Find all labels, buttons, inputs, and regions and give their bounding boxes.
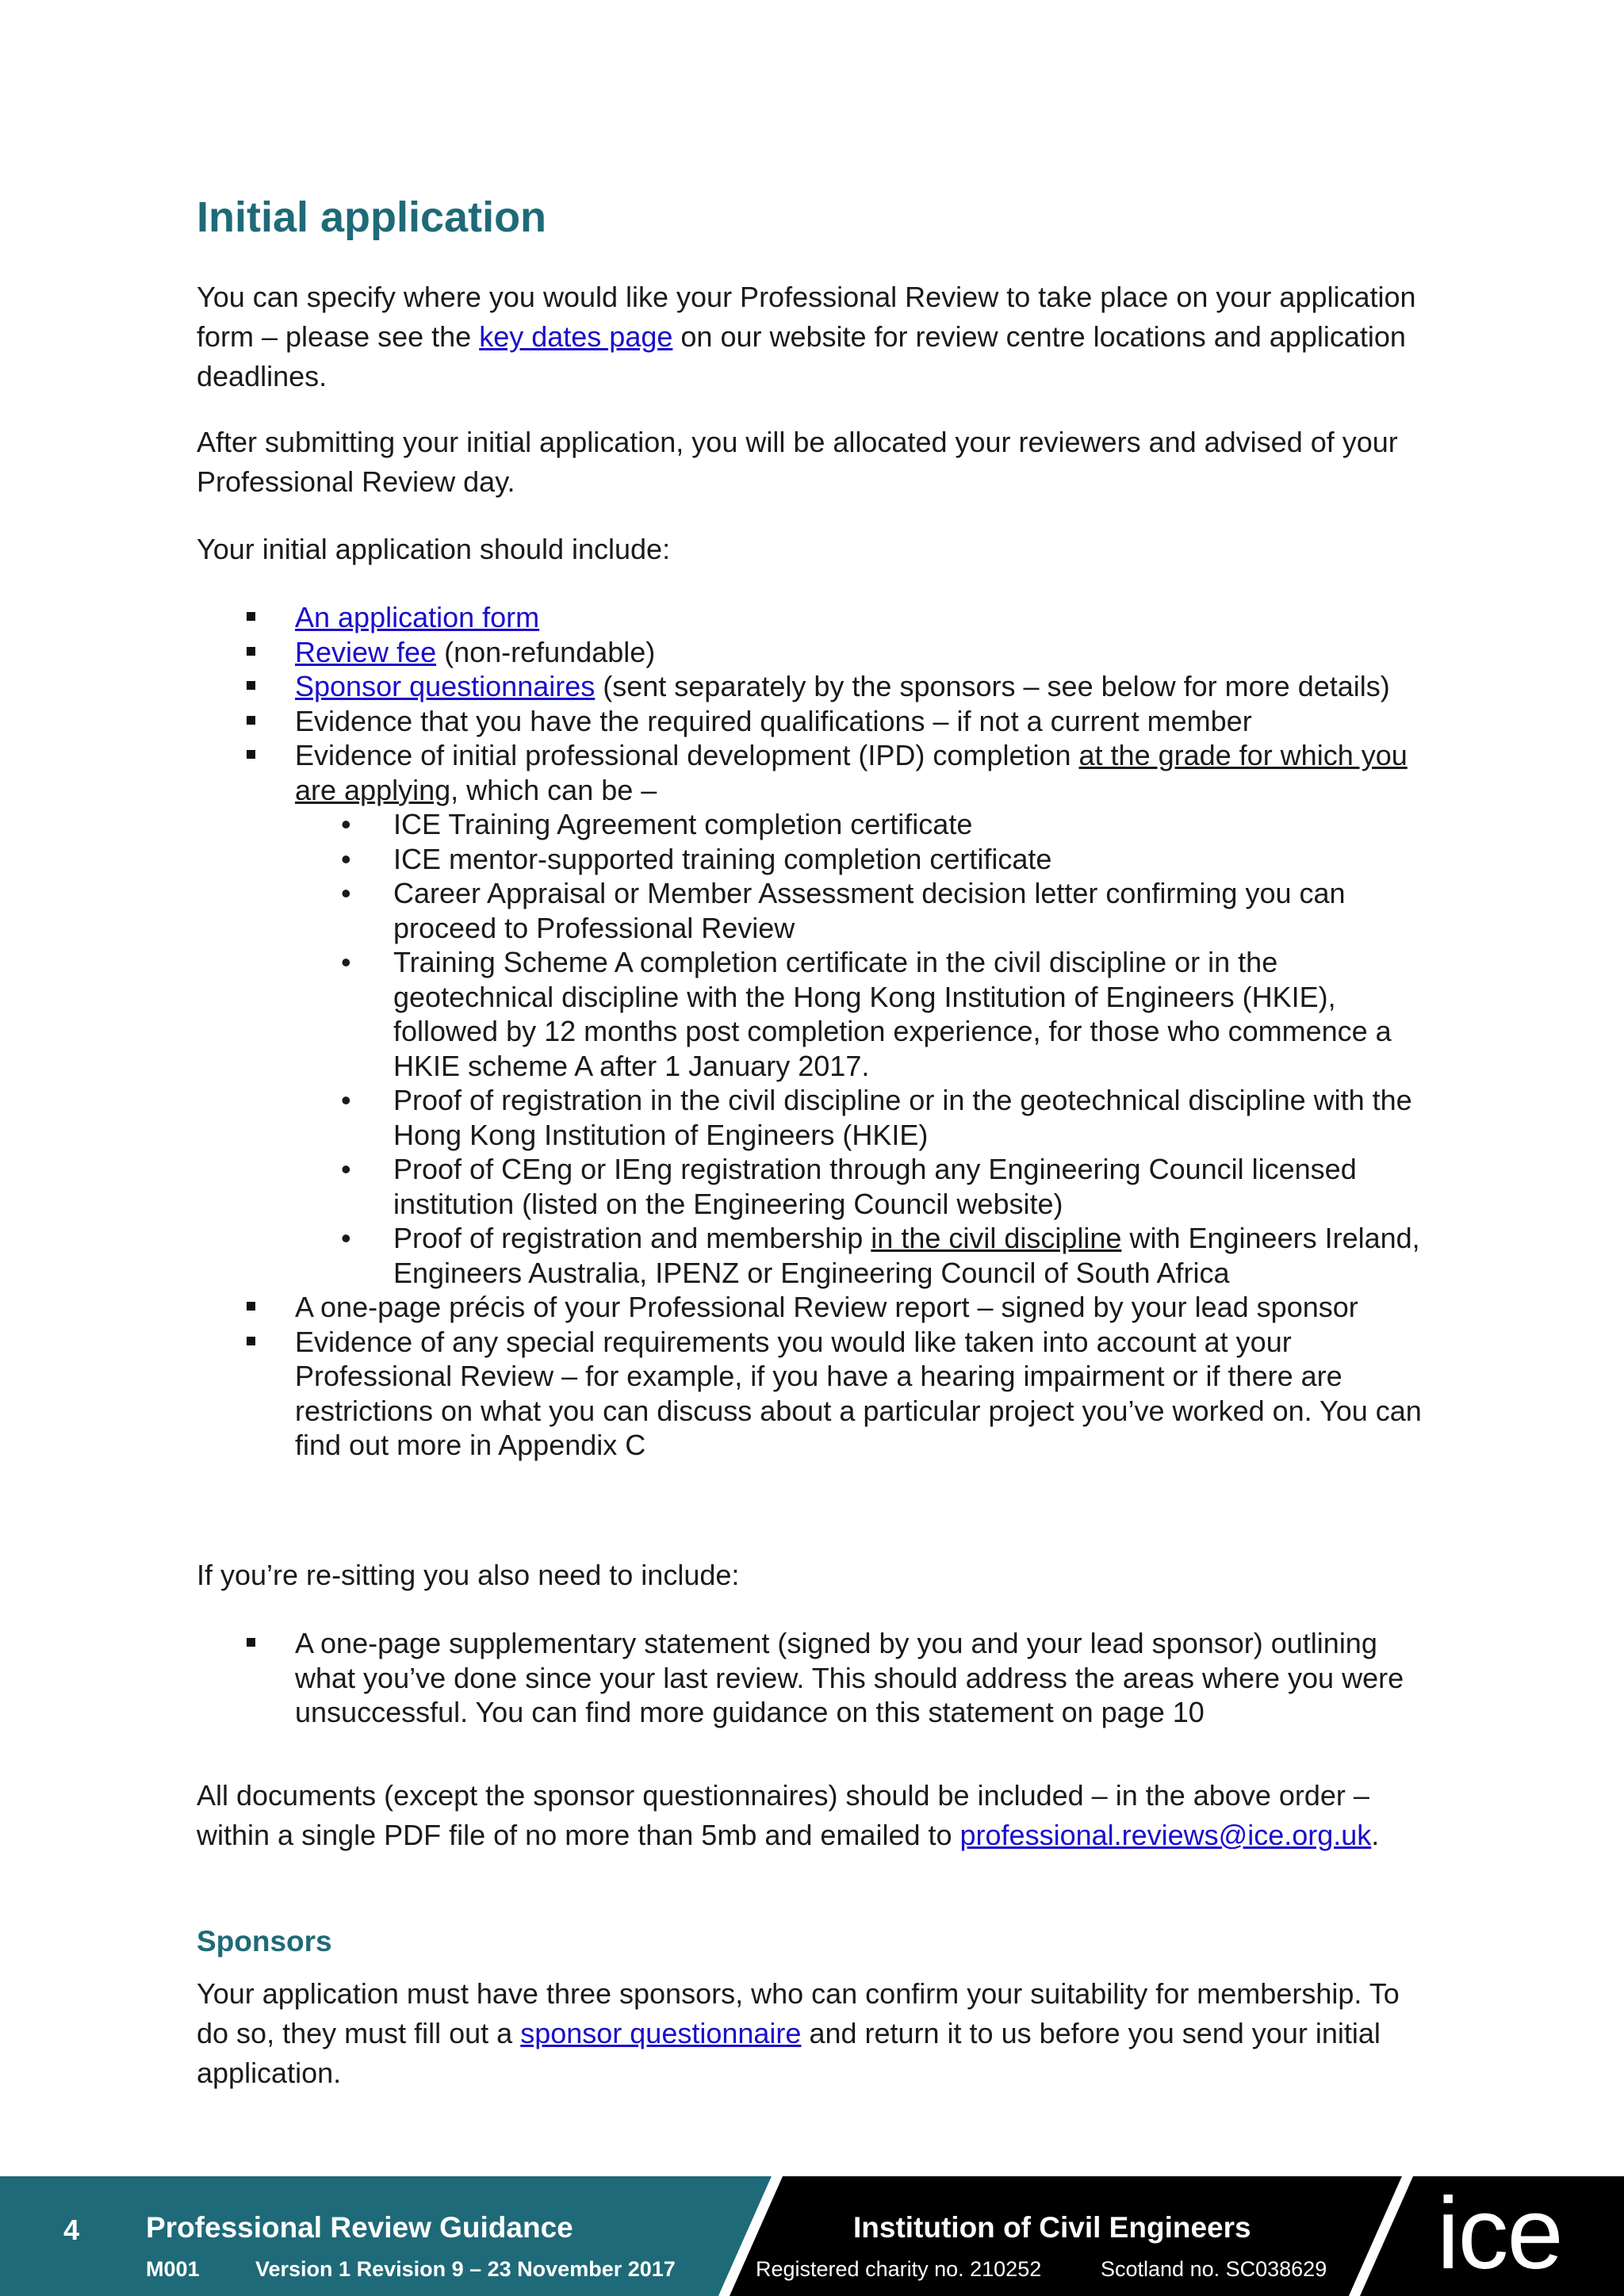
list-item [197, 635, 1434, 670]
sub-list-item [197, 876, 1434, 945]
list-item [197, 704, 1434, 739]
ipd-evidence-list [197, 807, 1434, 1290]
bullet-dot-icon: • [341, 1084, 351, 1116]
email-link[interactable]: professional.reviews@ice.org.uk [959, 1819, 1372, 1851]
bullet-square-icon [247, 1337, 255, 1345]
list-item [197, 1325, 1434, 1463]
bullet-square-icon [247, 1302, 255, 1311]
bullet-square-icon [247, 716, 255, 725]
special-requirements-text: Evidence of any special requirements you would like taken into account at your Professional Review – for example, if you have a hearing impairment or if there are restrictions on what you can discuss about a particular project you’ve worked on. You can find out more in Appendix C [295, 1325, 1422, 1461]
list-item [197, 1626, 1434, 1730]
sub-list-item [197, 842, 1434, 877]
sub-list-item [197, 807, 1434, 842]
sponsor-questionnaires-note: (sent separately by the sponsors – see below for more details) [595, 670, 1390, 702]
footer-version: Version 1 Revision 9 – 23 November 2017 [255, 2257, 676, 2281]
ipd-text: Evidence of initial professional development (IPD) completion [295, 739, 1079, 771]
page-footer [0, 2176, 1624, 2296]
sub-item-text: Career Appraisal or Member Assessment decision letter confirming you can proceed to Professional Review [393, 877, 1346, 944]
list-item [197, 1290, 1434, 1325]
bullet-square-icon [247, 681, 255, 690]
review-fee-link[interactable]: Review fee [295, 635, 437, 668]
list-item [197, 669, 1434, 704]
bullet-square-icon [247, 750, 255, 759]
bullet-dot-icon: • [341, 808, 351, 840]
bullet-dot-icon: • [341, 842, 351, 875]
requirements-list [197, 600, 1434, 1463]
footer-scotland-number: Scotland no. SC038629 [1101, 2257, 1327, 2281]
allocation-paragraph: After submitting your initial application, you will be allocated your reviewers and advised of your Professional Review day. [197, 426, 1398, 498]
bullet-dot-icon: • [341, 1222, 351, 1254]
application-form-link[interactable]: An application form [295, 601, 540, 633]
sub-list-item [197, 945, 1434, 1083]
documents-paragraph [197, 1776, 1426, 1855]
ice-logo: ice [1437, 2177, 1562, 2290]
sub-list-item [197, 1221, 1434, 1290]
list-item [197, 600, 1434, 635]
resit-intro: If you’re re-sitting you also need to include: [197, 1559, 740, 1591]
resit-list [197, 1626, 1434, 1730]
key-dates-link[interactable]: key dates page [479, 320, 673, 353]
sponsors-heading: Sponsors [197, 1925, 332, 1957]
footer-doc-code: M001 [146, 2257, 200, 2281]
bullet-square-icon [247, 1638, 255, 1647]
documents-text: All documents (except the sponsor questionnaires) should be included – in the above order – within a single PDF file of no more than 5mb and emailed to [197, 1779, 1369, 1851]
ipd-underlined-grade: at the grade for which you [1078, 739, 1408, 771]
sponsors-text-after: and return it to us before you send your initial application. [197, 2017, 1381, 2089]
bullet-dot-icon: • [341, 946, 351, 978]
sponsors-text-before: Your application must have three sponsors, who can confirm your suitability for membership. To do so, they must fill out a [197, 1977, 1400, 2049]
bullet-square-icon [247, 612, 255, 621]
civil-discipline-underlined: in the civil discipline [871, 1222, 1122, 1254]
sub-item-text: Proof of registration and membership [393, 1222, 871, 1254]
sponsor-questionnaires-link[interactable]: Sponsor questionnaires [295, 670, 596, 702]
sub-item-text-end: with Engineers Ireland, Engineers Australia, IPENZ or Engineering Council of South Africa [393, 1222, 1420, 1289]
footer-doc-title: Professional Review Guidance [146, 2211, 573, 2244]
sub-list-item [197, 1083, 1434, 1152]
sponsor-questionnaire-link[interactable]: sponsor questionnaire [520, 2017, 802, 2049]
page-number: 4 [63, 2214, 80, 2246]
footer-org-name: Institution of Civil Engineers [853, 2211, 1251, 2244]
sub-item-text: Proof of CEng or IEng registration through any Engineering Council licensed institution (listed on the Engineering Council website) [393, 1153, 1357, 1220]
qualifications-text: Evidence that you have the required qualifications – if not a current member [295, 704, 1252, 737]
ipd-text-end: , which can be – [450, 773, 657, 806]
page-title: Initial application [197, 193, 547, 241]
supplementary-statement-text: A one-page supplementary statement (signed by you and your lead sponsor) outlining what you’ve done since your last review. This should address the areas where you were unsuccessful. You can find more guidance on this statement on page 10 [295, 1627, 1404, 1728]
intro-paragraph [197, 277, 1426, 396]
bullet-dot-icon: • [341, 877, 351, 909]
intro-text-before: You can specify where you would like your Professional Review to take place on your application form – please see the [197, 281, 1416, 353]
sub-item-text: Proof of registration in the civil discipline or in the geotechnical discipline with the Hong Kong Institution of Engineers (HKIE) [393, 1084, 1412, 1151]
sub-list-item [197, 1152, 1434, 1221]
sub-item-text: ICE mentor-supported training completion certificate [393, 842, 1052, 875]
review-fee-note: (non-refundable) [436, 635, 656, 668]
sponsors-paragraph [197, 1974, 1426, 2093]
bullet-square-icon [247, 647, 255, 656]
include-intro: Your initial application should include: [197, 533, 671, 565]
documents-end: . [1371, 1819, 1380, 1851]
sub-item-text: ICE Training Agreement completion certificate [393, 808, 973, 840]
bullet-dot-icon: • [341, 1153, 351, 1185]
precis-text: A one-page précis of your Professional Review report – signed by your lead sponsor [295, 1291, 1358, 1323]
sub-item-text: Training Scheme A completion certificate in the civil discipline or in the geotechnical discipline with the Hong Kong Institution of Engineers (HKIE), followed by 12 months post completion experience, for those who commence a HKIE scheme A after 1 January 2017. [393, 946, 1392, 1082]
footer-charity-number: Registered charity no. 210252 [756, 2257, 1042, 2281]
list-item [197, 738, 1434, 1290]
intro-text-after: on our website for review centre locations and application deadlines. [197, 320, 1406, 392]
ipd-underlined-applying: are applying [295, 773, 451, 806]
